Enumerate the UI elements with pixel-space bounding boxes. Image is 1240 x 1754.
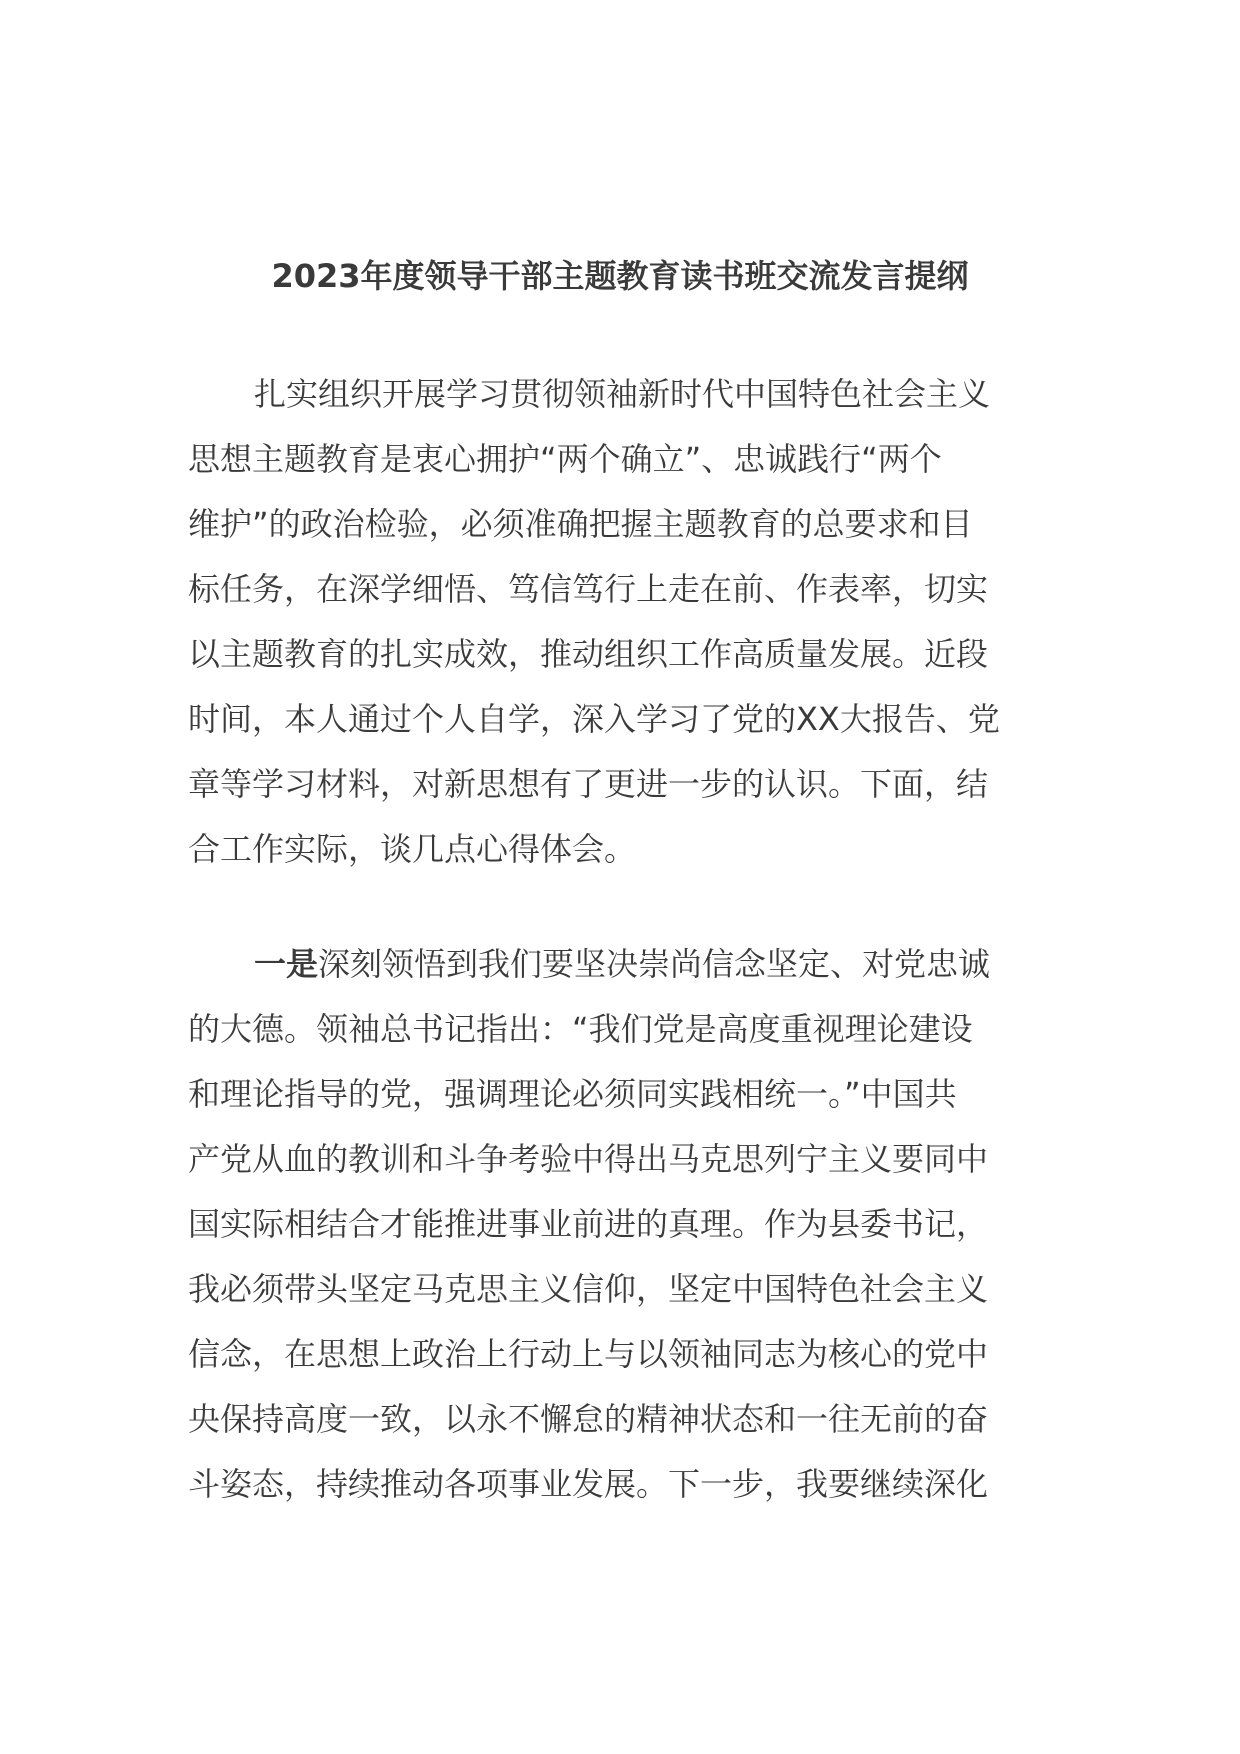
text-line: 和理论指导的党，强调理论必须同实践相统一。”中国共 xyxy=(188,1075,957,1113)
text-line: 信念，在思想上政治上行动上与以领袖同志为核心的党中 xyxy=(188,1335,989,1373)
point-lead-label: 一是 xyxy=(254,945,319,983)
paragraph-point-one xyxy=(188,932,1068,1517)
text-line: 扎实组织开展学习贯彻领袖新时代中国特色社会主义 xyxy=(254,375,991,413)
paragraph-intro xyxy=(188,362,1068,882)
text-line: 标任务，在深学细悟、笃信笃行上走在前、作表率，切实 xyxy=(188,570,989,608)
text-line: 以主题教育的扎实成效，推动组织工作高质量发展。近段 xyxy=(188,635,989,673)
text-line: 章等学习材料，对新思想有了更进一步的认识。下面，结 xyxy=(188,765,989,803)
text-line-first xyxy=(188,932,1068,997)
text-line: 的大德。领袖总书记指出：“我们党是高度重视理论建设 xyxy=(188,1010,973,1048)
text-line: 央保持高度一致，以永不懈怠的精神状态和一往无前的奋 xyxy=(188,1400,989,1438)
text-line: 合工作实际，谈几点心得体会。 xyxy=(188,830,637,868)
text-line: 斗姿态，持续推动各项事业发展。下一步，我要继续深化 xyxy=(188,1465,989,1503)
text-line: 时间，本人通过个人自学，深入学习了党的XX大报告、党 xyxy=(188,700,1000,738)
text-line: 产党从血的教训和斗争考验中得出马克思列宁主义要同中 xyxy=(188,1140,989,1178)
text-line: 我必须带头坚定马克思主义信仰，坚定中国特色社会主义 xyxy=(188,1270,989,1308)
point-first-line-text: 深刻领悟到我们要坚决崇尚信念坚定、对党忠诚 xyxy=(318,945,991,983)
text-line: 思想主题教育是衷心拥护“两个确立”、忠诚践行“两个 xyxy=(188,440,942,478)
document-title: 2023年度领导干部主题教育读书班交流发言提纲 xyxy=(271,257,969,295)
text-line: 维护”的政治检验，必须准确把握主题教育的总要求和目 xyxy=(188,505,973,543)
text-line: 国实际相结合才能推进事业前进的真理。作为县委书记， xyxy=(188,1205,989,1243)
